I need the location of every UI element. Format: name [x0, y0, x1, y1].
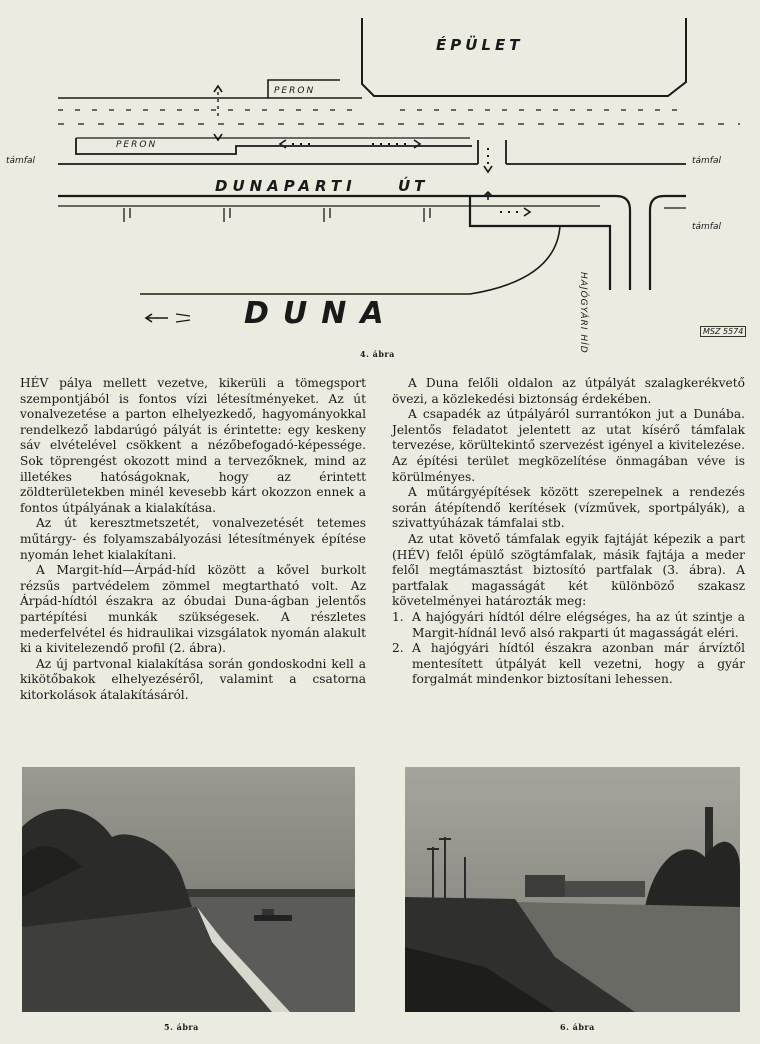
- label-tamfal-right-lower: támfal: [692, 222, 721, 232]
- paragraph: HÉV pálya mellett vezetve, kikerüli a tömegsport szempontjából is fontos vízi létesítményeket. Az út vonalvezetése a parton elhelyezkedő, hagyományokkal rendelkező labdarúgó pályát is érintette: egy keskeny sáv elvételével csökkent a nézőbefogadó-képessége. Sok töprengést okozott mind a tervezőknek, mind az illetékes hatóságoknak, hogy az érintett zöldterületekben minél kevesebb kárt okozzon ennek a fontos útpályának a kialakítása.: [20, 376, 366, 515]
- label-tamfal-left: támfal: [6, 156, 35, 166]
- list-item: [392, 641, 745, 688]
- paragraph: Az út keresztmetszetét, vonalvezetését tetemes műtárgy- és folyamszabályozási létesítmények építése nyomán lehet kialakítani.: [20, 516, 366, 562]
- figure-4-caption: 4. ábra: [360, 349, 395, 359]
- road-edge-bottom: [58, 196, 630, 290]
- paragraph: Az utat követő támfalak egyik fajtáját képezik a part (HÉV) felől épülő szögtámfalak, másik fajtája a meder felől megtámasztást biztosító partfalak (3. ábra). A partfalak magasságát két különböző szakasz követelményei határozták meg:: [392, 531, 745, 609]
- photo-6-image: [405, 767, 740, 1012]
- photo-6-caption: 6. ábra: [560, 1022, 595, 1032]
- paragraph: A Duna felőli oldalon az útpályát szalagkerékvető övezi, a közlekedési biztonság érdekében.: [392, 376, 745, 406]
- river-bank-curve: [140, 226, 560, 294]
- list-item-number: 1.: [392, 609, 404, 624]
- list-item-text: A hajógyári hídtól délre elégséges, ha az út szintje a Margit-hídnál levő alsó rakparti út magasságát eléri.: [412, 609, 745, 640]
- photo-5-image: [22, 767, 355, 1012]
- label-road-name: DUNAPARTI: [215, 177, 357, 195]
- label-road-ut: ÚT: [398, 177, 429, 195]
- ramp-outline: [470, 196, 610, 290]
- paragraph: A csapadék az útpályáról surrantókon jut a Dunába. Jelentős feladatot jelentett az utat kísérő támfalak tervezése, körültekintő szervezést igényel a kivitelezése. Az építési terület megközelítése önmagában véve is körülményes.: [392, 407, 745, 484]
- bridge-edge-right: [650, 196, 686, 290]
- photo-6-harbor: [405, 767, 740, 1012]
- photo-5-caption: 5. ábra: [164, 1022, 199, 1032]
- label-peron-top: PERON: [274, 86, 316, 96]
- paragraph: A Margit-híd—Árpád-híd között a kővel burkolt rézsűs partvédelem zömmel megtartható volt. Az Árpád-hídtól északra az óbudai Duna-ágban jelentős partépítési munkák szükségesek. A részletes mederfelvétel és hidraulikai vizsgálatok nyomán alakult ki a kivitelezendő profil (2. ábra).: [20, 563, 366, 656]
- label-river: DUNA: [244, 296, 398, 331]
- label-peron-bottom: PERON: [116, 140, 158, 150]
- list-item-number: 2.: [392, 641, 404, 656]
- paragraph: A műtárgyépítések között szerepelnek a rendezés során átépítendő kerítések (vízművek, sportpályák), a szivattyúházak támfalai stb.: [392, 485, 745, 531]
- list-item: [392, 610, 745, 641]
- photo-5-riverbank: [22, 767, 355, 1012]
- building-outline: [362, 18, 686, 96]
- left-text-column: [20, 376, 366, 703]
- label-bridge: HAJÓGYÁRI HÍD: [578, 272, 588, 354]
- paragraph: Az új partvonal kialakítása során gondoskodni kell a kikötőbakok elhelyezéséről, valamint a csatorna kitorkolások átalakításáról.: [20, 656, 366, 702]
- road-diagram-svg: [0, 0, 760, 345]
- list-item-text: A hajógyári hídtól északra azonban már árvíztől mentesített útpályát kell vezetni, hogy a gyár forgalmát mindenkor biztosítani lehessen.: [412, 641, 745, 687]
- label-tamfal-right: támfal: [692, 156, 721, 166]
- label-stamp: MSZ 5574: [700, 326, 746, 337]
- label-epulet: ÉPÜLET: [436, 36, 524, 54]
- requirements-list: [392, 610, 745, 688]
- right-text-column: [392, 376, 745, 688]
